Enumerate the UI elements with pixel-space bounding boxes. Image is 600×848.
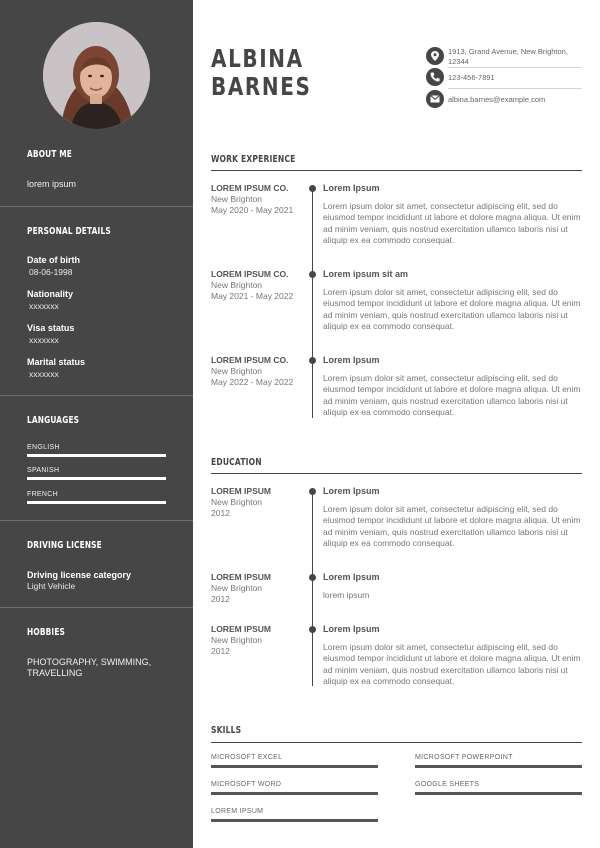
timeline-dot [309,574,316,581]
education-entry-title: Lorem Ipsum [323,624,380,634]
education-entry-org: LOREM IPSUM [211,624,271,634]
dob-value: 08-06-1998 [29,267,73,277]
education-entry-location: New Brighton [211,497,263,507]
education-timeline [312,490,313,686]
skill-level-bar [211,792,378,795]
education-entry-year: 2012 [211,508,230,518]
work-entry-role: Lorem Ipsum [323,183,380,193]
education-entry-title: Lorem Ipsum [323,572,380,582]
language-label-spanish: SPANISH [27,467,60,474]
address-text: 1913, Grand Avenue, New Brighton, 12344 [448,47,568,66]
work-entry-dates: May 2021 - May 2022 [211,291,294,301]
education-entry-org: LOREM IPSUM [211,486,271,496]
nationality-value: xxxxxxx [29,301,59,311]
hobbies-heading: HOBBIES [27,627,66,638]
visa-status-value: xxxxxxx [29,335,59,345]
timeline-dot [309,185,316,192]
section-rule [211,742,582,743]
skill-level-bar [211,765,378,768]
personal-details-heading: PERSONAL DETAILS [27,226,111,237]
nationality-label: Nationality [27,289,74,299]
skill-label: LOREM IPSUM [211,808,264,815]
driving-license-label: Driving license category [27,570,132,580]
work-entry-org: LOREM IPSUM CO. [211,183,289,193]
education-entry-year: 2012 [211,594,230,604]
section-rule [211,473,582,474]
about-me-text: lorem ipsum [27,179,77,189]
work-entry-description: Lorem ipsum dolor sit amet, consectetur adipiscing elit, sed do eiusmod tempor incididunt ut labore et dolore magna aliqua. Ut enim ad minim veniam, quis nostrud exercitation ullamco laboris nisi ut aliquip ex ea commodo consequat. [323,373,581,417]
skill-level-bar [415,765,582,768]
education-entry-title: Lorem Ipsum [323,486,380,496]
work-entry-3-meta [211,355,311,388]
education-entry-location: New Brighton [211,635,263,645]
section-rule [211,170,582,171]
profile-photo [43,22,150,129]
education-entry-description: lorem ipsum [323,590,370,600]
contact-divider [448,88,582,89]
sidebar-divider [0,395,193,396]
work-entry-role: Lorem ipsum sit am [323,269,409,279]
about-me-heading: ABOUT ME [27,149,73,160]
education-entry-location: New Brighton [211,583,263,593]
timeline-dot [309,271,316,278]
timeline-dot [309,626,316,633]
skill-level-bar [415,792,582,795]
skill-label: MICROSOFT POWERPOINT [415,754,513,761]
work-entry-description: Lorem ipsum dolor sit amet, consectetur adipiscing elit, sed do eiusmod tempor incididunt ut labore et dolore magna aliqua. Ut enim ad minim veniam, quis nostrud exercitation ullamco laboris nisi ut aliquip ex ea commodo consequat. [323,287,581,331]
skill-label: MICROSOFT EXCEL [211,754,283,761]
email-text: albina.barnes@example.com [448,95,546,104]
skills-heading: SKILLS [211,725,242,736]
skill-label: GOOGLE SHEETS [415,781,480,788]
timeline-dot [309,357,316,364]
sidebar [0,0,193,848]
work-experience-heading: WORK EXPERIENCE [211,154,296,165]
visa-status-label: Visa status [27,323,75,333]
education-heading: EDUCATION [211,457,262,468]
sidebar-divider [0,607,193,608]
language-label-french: FRENCH [27,491,58,498]
work-timeline [312,188,313,418]
sidebar-divider [0,520,193,521]
work-entry-2-meta [211,269,311,302]
timeline-dot [309,488,316,495]
languages-heading: LANGUAGES [27,415,80,426]
language-level-bar-spanish [27,477,166,480]
education-entry-3-meta [211,624,311,657]
phone-text: 123-456-7891 [448,73,495,82]
work-entry-dates: May 2020 - May 2021 [211,205,294,215]
map-pin-icon [426,47,444,65]
work-entry-location: New Brighton [211,194,263,204]
hobbies-text-line2: TRAVELLING [27,668,83,678]
marital-status-label: Marital status [27,357,86,367]
work-entry-location: New Brighton [211,280,263,290]
driving-license-heading: DRIVING LICENSE [27,540,102,551]
marital-status-value: xxxxxxx [29,369,59,379]
work-entry-description: Lorem ipsum dolor sit amet, consectetur adipiscing elit, sed do eiusmod tempor incididunt ut labore et dolore magna aliqua. Ut enim ad minim veniam, quis nostrud exercitation ullamco laboris nisi ut aliquip ex ea commodo consequat. [323,201,581,245]
language-level-bar-english [27,454,166,457]
work-entry-location: New Brighton [211,366,263,376]
education-entry-description: Lorem ipsum dolor sit amet, consectetur adipiscing elit, sed do eiusmod tempor incididunt ut labore et dolore magna aliqua. Ut enim ad minim veniam, quis nostrud exercitation ullamco laboris nisi ut aliquip ex ea commodo consequat. [323,642,581,686]
work-entry-org: LOREM IPSUM CO. [211,355,289,365]
education-entry-description: Lorem ipsum dolor sit amet, consectetur adipiscing elit, sed do eiusmod tempor incididunt ut labore et dolore magna aliqua. Ut enim ad minim veniam, quis nostrud exercitation ullamco laboris nisi ut aliquip ex ea commodo consequat. [323,504,581,548]
profile-photo-image [43,22,150,129]
last-name: BARNES [211,72,312,101]
sidebar-divider [0,206,193,207]
language-label-english: ENGLISH [27,444,60,451]
first-name: ALBINA [211,44,304,73]
education-entry-year: 2012 [211,646,230,656]
driving-license-value: Light Vehicle [27,581,76,591]
work-entry-org: LOREM IPSUM CO. [211,269,289,279]
skill-label: MICROSOFT WORD [211,781,282,788]
education-entry-1-meta [211,486,311,519]
education-entry-org: LOREM IPSUM [211,572,271,582]
work-entry-1-meta [211,183,311,216]
work-entry-role: Lorem Ipsum [323,355,380,365]
contact-divider [448,67,582,68]
envelope-icon [426,90,444,108]
hobbies-text-line1: PHOTOGRAPHY, SWIMMING, [27,657,152,667]
phone-icon [426,68,444,86]
education-entry-2-meta [211,572,311,605]
language-level-bar-french [27,501,166,504]
dob-label: Date of birth [27,255,80,265]
skill-level-bar [211,819,378,822]
work-entry-dates: May 2022 - May 2022 [211,377,294,387]
